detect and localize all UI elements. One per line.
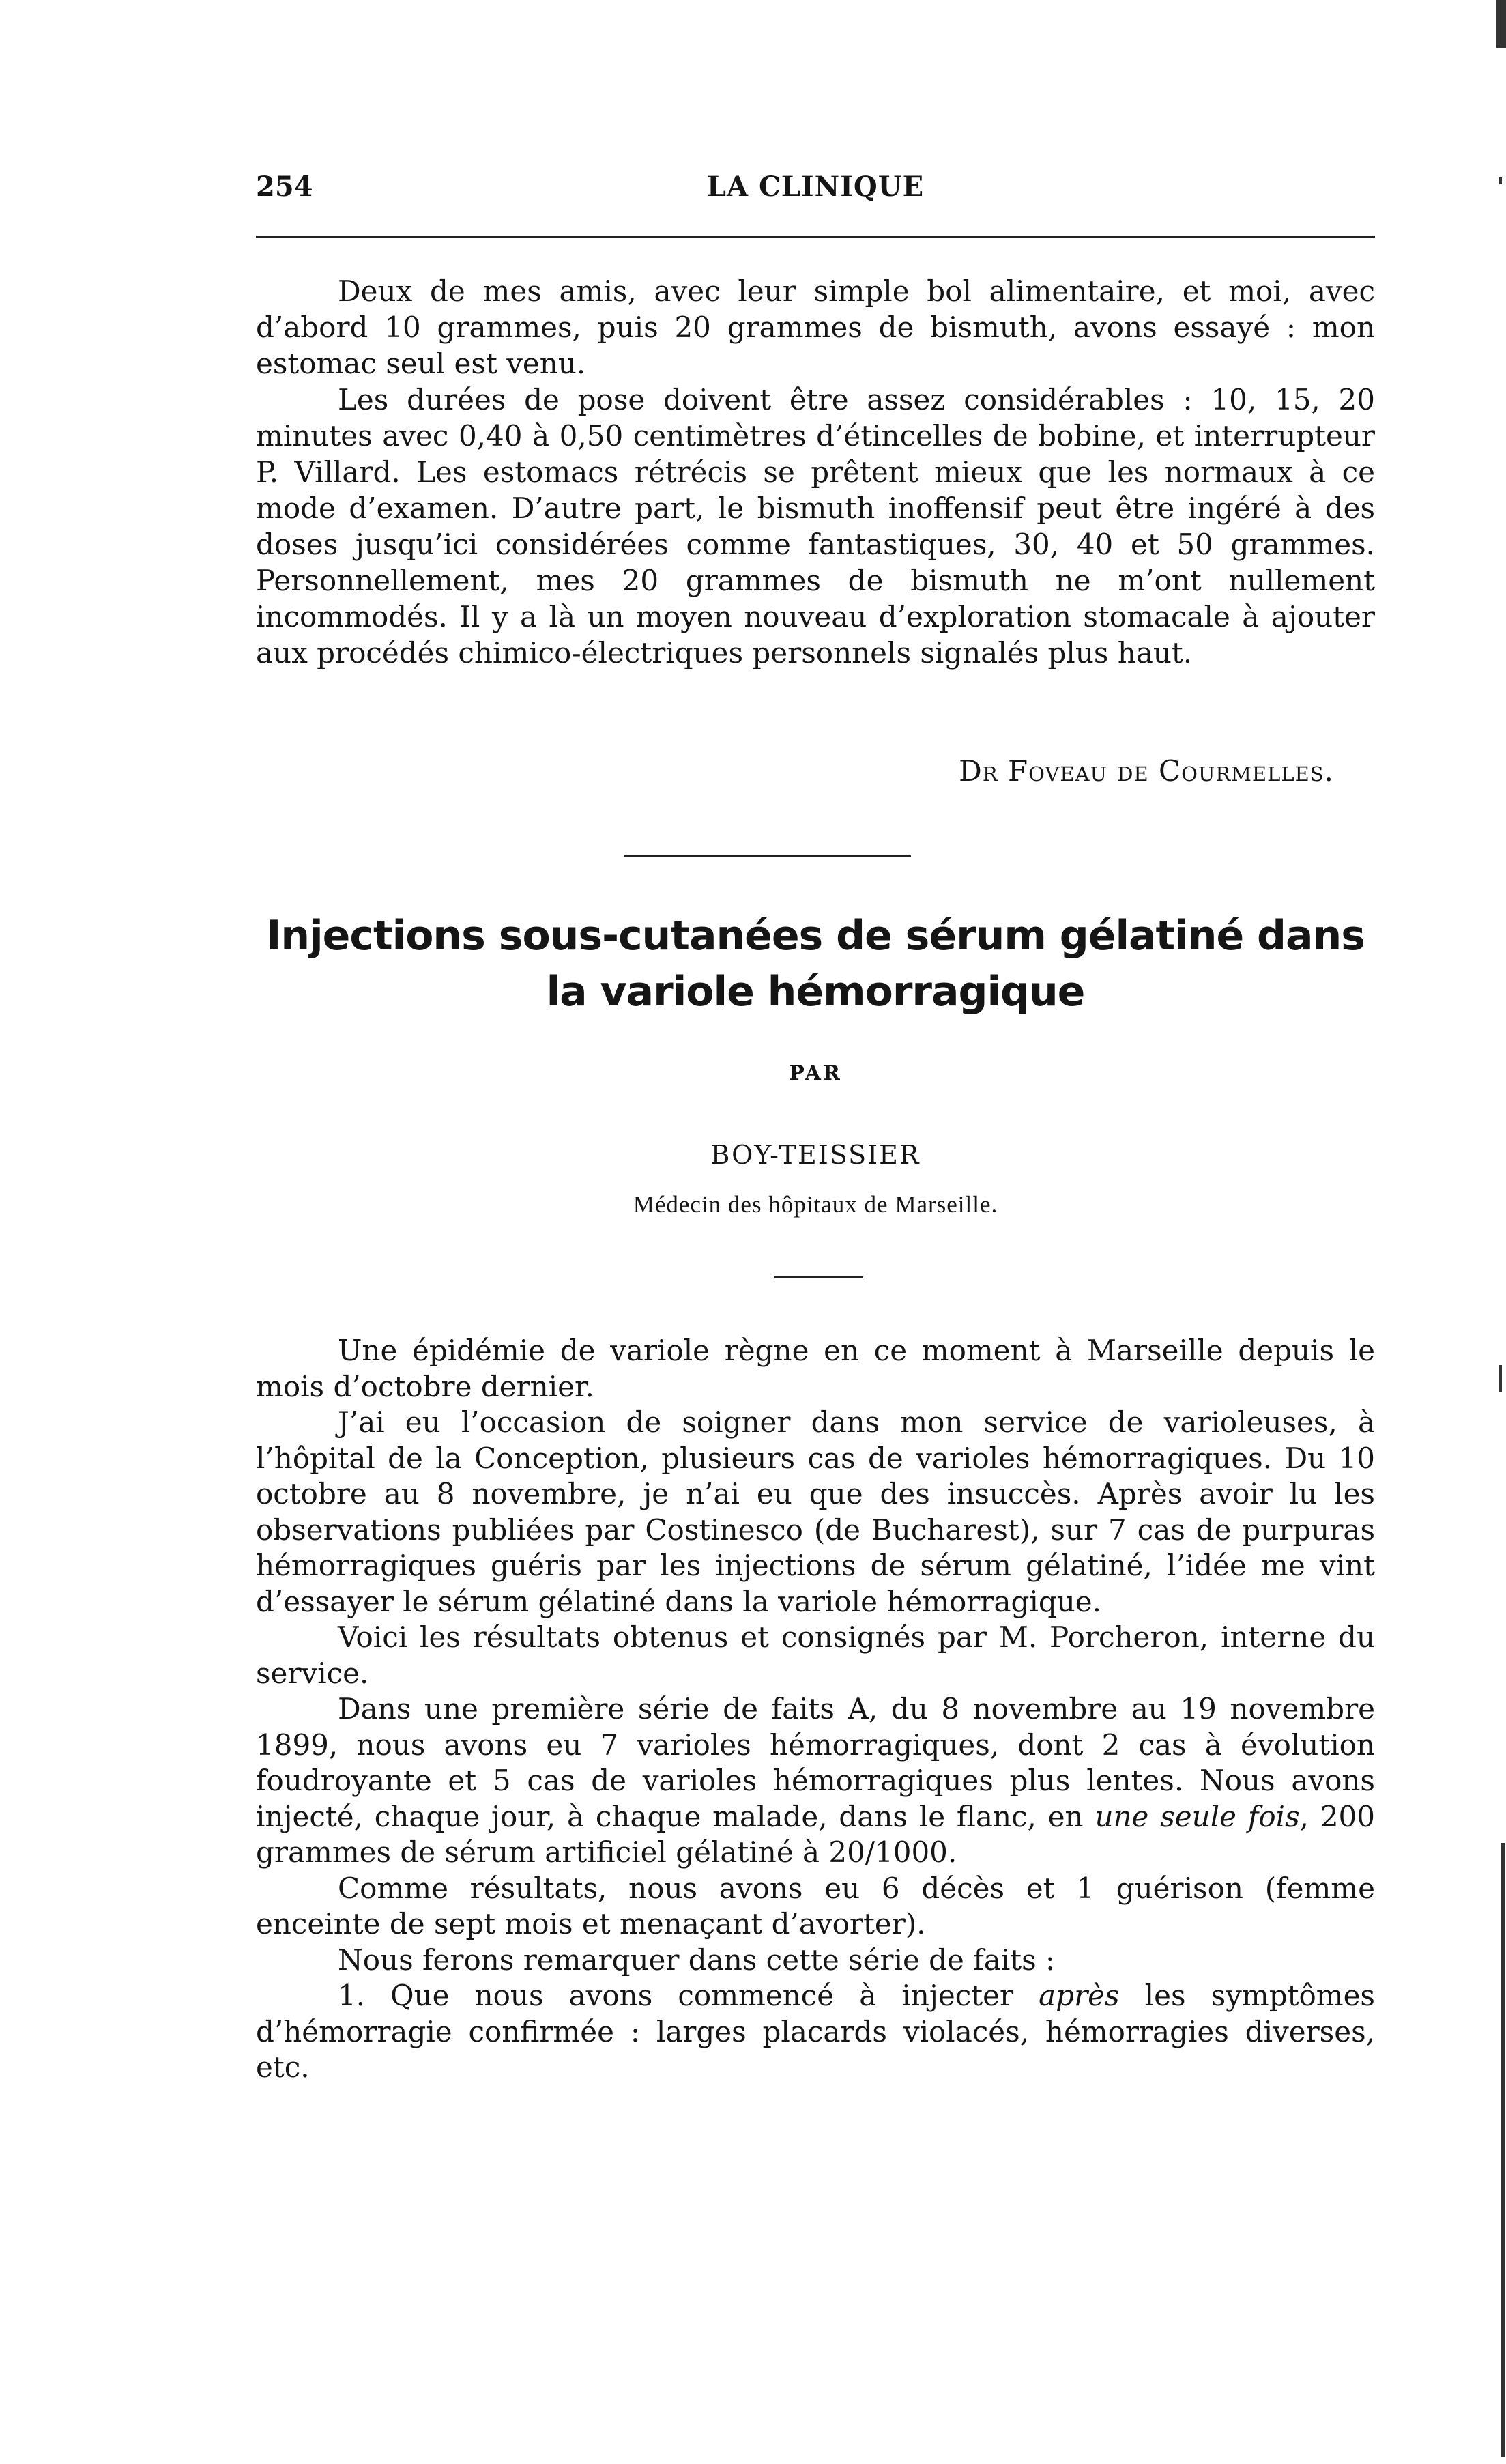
- paragraph: [256, 1691, 1375, 1871]
- text-run: , 200 grammes de sérum artificiel gélatiné à 20/1000.: [256, 1799, 1375, 1869]
- text-run: les symptômes d’hémorragie confirmée : larges placards violacés, hémorragies diverses, etc.: [256, 1979, 1375, 2084]
- page-header: [256, 171, 1375, 212]
- short-divider: [774, 1276, 863, 1278]
- text-run: 1. Que nous avons commencé à injecter: [338, 1979, 1039, 2012]
- italic-text: une seule fois: [1095, 1799, 1300, 1833]
- running-title: LA CLINIQUE: [706, 171, 925, 203]
- scan-edge-artifacts: [1479, 0, 1506, 2464]
- paragraph: J’ai eu l’occasion de soigner dans mon service de varioleuses, à l’hôpital de la Conception, plusieurs cas de varioles hémorragiques. Du 10 octobre au 8 novembre, je n’ai eu que des insuccès. Après avoir lu les observations publiées par Costinesco (de Bucharest), sur 7 cas de purpuras hémorragiques guéris par les injections de sérum gélatiné, l’idée me vint d’essayer le sérum gélatiné dans la variole hémorragique.: [256, 1405, 1375, 1618]
- article-title-line: Injections sous-cutanées de sérum gélatiné dans: [266, 912, 1365, 960]
- text-run: Dans une première série de faits A, du 8 novembre au 19 novembre 1899, nous avons eu 7 varioles hémorragiques, dont 2 cas à évolution foudroyante et 5 cas de varioles hémorragiques plus lentes. Nous avons injecté, chaque jour, à chaque malade, dans le flanc, en: [256, 1692, 1375, 1833]
- scan-mark: [1499, 177, 1502, 184]
- document-page: [256, 171, 1375, 2084]
- author-signature: Dr Foveau de Courmelles.: [959, 754, 1334, 788]
- article-title: [256, 908, 1375, 1020]
- paragraph: Les durées de pose doivent être assez considérables : 10, 15, 20 minutes avec 0,40 à 0,50 centimètres d’étincelles de bobine, et interrupteur P. Villard. Les estomacs rétrécis se prêtent mieux que les normaux à ce mode d’examen. D’autre part, le bismuth inoffensif peut être ingéré à des doses jusqu’ici considérées comme fantastiques, 30, 40 et 50 grammes. Personnellement, mes 20 grammes de bismuth ne m’ont nullement incommodés. Il y a là un moyen nouveau d’exploration stomacale à ajouter aux procédés chimico-électriques personnels signalés plus haut.: [256, 383, 1375, 670]
- header-rule: [256, 236, 1375, 238]
- scan-mark: [1499, 1365, 1502, 1392]
- page-number: 254: [256, 171, 313, 203]
- paragraph: Nous ferons remarquer dans cette série de faits :: [338, 1943, 1056, 1977]
- author-affiliation: Médecin des hôpitaux de Marseille.: [633, 1191, 998, 1218]
- article-author: BOY-TEISSIER: [710, 1140, 921, 1170]
- paragraph: Deux de mes amis, avec leur simple bol alimentaire, et moi, avec d’abord 10 grammes, puis 20 grammes de bismuth, avons essayé : mon estomac seul est venu.: [256, 274, 1375, 380]
- scan-mark: [1496, 0, 1506, 48]
- paragraph: Une épidémie de variole règne en ce moment à Marseille depuis le mois d’octobre dernier.: [256, 1334, 1375, 1403]
- article-title-line: la variole hémorragique: [546, 968, 1085, 1016]
- paragraph: [256, 1978, 1375, 2086]
- italic-text: après: [1039, 1979, 1120, 2012]
- scan-mark: [1501, 1843, 1505, 2457]
- paragraph: Comme résultats, nous avons eu 6 décès et 1 guérison (femme enceinte de sept mois et menaçant d’avorter).: [256, 1871, 1375, 1940]
- paragraph: Voici les résultats obtenus et consignés par M. Porcheron, interne du service.: [256, 1620, 1375, 1690]
- section-divider: [624, 855, 911, 857]
- byline-par: PAR: [789, 1061, 842, 1085]
- article-body: [256, 1333, 1375, 2086]
- previous-article-ending: [256, 273, 1375, 671]
